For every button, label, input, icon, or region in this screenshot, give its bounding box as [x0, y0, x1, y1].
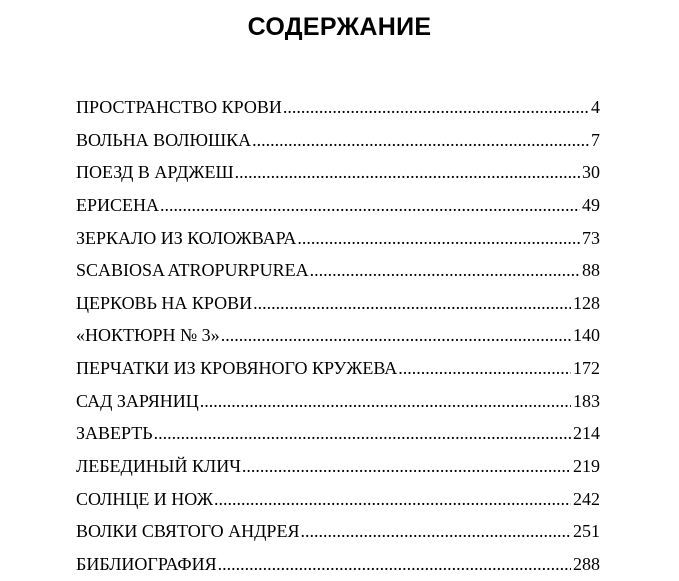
entry-title: ПОЕЗД В АРДЖЕШ [76, 162, 234, 183]
entry-page-number: 128 [573, 292, 600, 313]
toc-entry[interactable] [76, 222, 600, 255]
dot-leader [283, 91, 589, 123]
entry-title: ВОЛЬНА ВОЛЮШКА [76, 129, 252, 150]
dot-leader [214, 483, 571, 515]
toc-entry[interactable] [76, 319, 600, 352]
entry-page-number: 7 [591, 129, 600, 150]
dot-leader [154, 417, 571, 449]
toc-entry[interactable] [76, 156, 600, 189]
entry-title: САД ЗАРЯНИЦ [76, 390, 199, 411]
toc-entry[interactable] [76, 515, 600, 548]
dot-leader [297, 222, 580, 254]
entry-title: ЦЕРКОВЬ НА КРОВИ [76, 292, 253, 313]
entry-title: SCABIOSA ATROPURPUREA [76, 260, 309, 281]
dot-leader [200, 385, 571, 417]
entry-title: ЗАВЕРТЬ [76, 423, 153, 444]
entry-title: «НОКТЮРН № 3» [76, 325, 220, 346]
entry-page-number: 183 [573, 390, 600, 411]
toc-entry[interactable] [76, 548, 600, 581]
entry-title: ЛЕБЕДИНЫЙ КЛИЧ [76, 456, 241, 477]
dot-leader [398, 352, 571, 384]
entry-page-number: 251 [573, 521, 600, 542]
entry-title: БИБЛИОГРАФИЯ [76, 553, 217, 574]
toc-entry[interactable] [76, 91, 600, 124]
entry-page-number: 288 [573, 553, 600, 574]
entry-title: ЕРИСЕНА [76, 194, 160, 215]
entry-page-number: 172 [573, 358, 600, 379]
toc-list [76, 91, 600, 581]
entry-page-number: 242 [573, 488, 600, 509]
toc-entry[interactable] [76, 189, 600, 222]
toc-entry[interactable] [76, 417, 600, 450]
entry-page-number: 88 [582, 260, 600, 281]
dot-leader [235, 156, 580, 188]
entry-page-number: 4 [591, 97, 600, 117]
entry-page-number: 219 [573, 456, 600, 477]
toc-entry[interactable] [76, 124, 600, 157]
dot-leader [218, 548, 571, 580]
dot-leader [221, 319, 571, 351]
entry-page-number: 140 [573, 325, 600, 346]
toc-title: СОДЕРЖАНИЕ [247, 13, 432, 41]
entry-title: ПРОСТРАНСТВО КРОВИ [76, 97, 282, 117]
dot-leader [242, 450, 571, 482]
toc-entry[interactable] [76, 385, 600, 418]
entry-page-number: 214 [573, 423, 600, 444]
entry-page-number: 30 [582, 162, 600, 183]
entry-page-number: 73 [582, 227, 600, 248]
entry-title: ПЕРЧАТКИ ИЗ КРОВЯНОГО КРУЖЕВА [76, 358, 398, 379]
toc-entry[interactable] [76, 450, 600, 483]
dot-leader [160, 189, 580, 221]
entry-page-number: 49 [582, 194, 600, 215]
toc-entry[interactable] [76, 483, 600, 516]
entry-title: СОЛНЦЕ И НОЖ [76, 488, 213, 509]
dot-leader [310, 254, 580, 286]
toc-entry[interactable] [76, 287, 600, 320]
dot-leader [300, 515, 571, 547]
toc-entry[interactable] [76, 352, 600, 385]
entry-title: ЗЕРКАЛО ИЗ КОЛОЖВАРА [76, 227, 297, 248]
dot-leader [252, 124, 589, 156]
entry-title: ВОЛКИ СВЯТОГО АНДРЕЯ [76, 521, 300, 542]
dot-leader [253, 287, 571, 319]
toc-entry[interactable] [76, 254, 600, 287]
